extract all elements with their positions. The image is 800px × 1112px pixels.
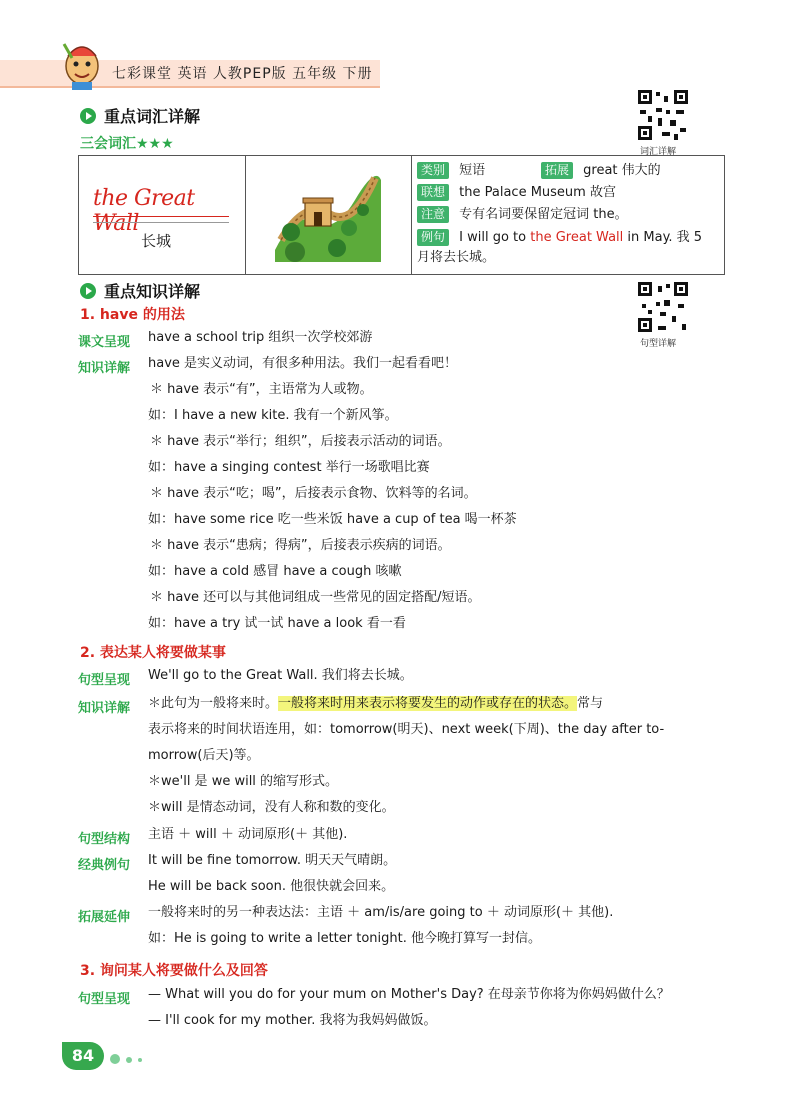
p1-line: ＊ have 还可以与其他词组成一些常见的固定搭配/短语。	[150, 590, 481, 605]
qr-caption-vocab: 词汇详解	[640, 147, 677, 157]
page-number: 84	[62, 1042, 104, 1070]
p2-structure-line: 主语 ＋ will ＋ 动词原形(＋ 其他).	[148, 827, 348, 842]
vocab-image-cell	[245, 156, 412, 274]
p1-line: 如：have a try 试一试 have a look 看一看	[148, 616, 406, 631]
label-structure: 句型结构	[78, 832, 131, 847]
section-heading-knowledge: 重点知识详解	[80, 279, 200, 302]
p1-line: 如：have some rice 吃一些米饭 have a cup of tea 喝一杯茶	[148, 512, 517, 527]
point2-title: 2. 表达某人将要做某事	[80, 645, 226, 661]
assoc-value: the Palace Museum 故宫	[459, 185, 616, 200]
mascot-icon	[58, 36, 106, 92]
p2-detail-line3: morrow(后天)等。	[148, 748, 260, 763]
word-underline-2	[93, 222, 229, 223]
label-extend: 拓展延伸	[78, 910, 131, 925]
point3-title: 3. 询问某人将要做什么及回答	[80, 963, 268, 979]
example-highlight: the Great Wall	[530, 230, 624, 245]
vocab-word-cell	[79, 156, 246, 274]
p2-detail-highlight: 一般将来时用来表示将要发生的动作或存在的状态。	[278, 696, 578, 711]
p2-detail-pre: ＊此句为一般将来时。	[148, 696, 279, 711]
play-bullet-icon	[80, 283, 96, 299]
p1-detail-block	[148, 351, 517, 637]
vocab-row-assoc	[417, 184, 616, 201]
p1-line: 如：have a cold 感冒 have a cough 咳嗽	[148, 564, 402, 579]
p1-line: have 是实义动词，有很多种用法。我们一起看看吧！	[148, 356, 458, 371]
point1-title: 1. have 的用法	[80, 307, 185, 323]
qr-code-icon	[636, 88, 690, 142]
p1-line: ＊ have 表示“吃；喝”，后接表示食物、饮料等的名词。	[150, 486, 477, 501]
label-examples: 经典例句	[78, 858, 131, 873]
qr-caption-sentence: 句型详解	[640, 339, 677, 349]
tag-category: 类别	[417, 162, 449, 179]
tag-assoc: 联想	[417, 184, 449, 201]
p3-line2: — I'll cook for my mother. 我将为我妈妈做饭。	[148, 1013, 437, 1028]
label-pattern-show: 句型呈现	[78, 673, 131, 688]
vocab-detail-cell	[411, 156, 724, 274]
p1-line: 如：have a singing contest 举行一场歌唱比赛	[148, 460, 430, 475]
p2-example1: It will be fine tomorrow. 明天天气晴朗。	[148, 853, 397, 868]
p1-line: ＊ have 表示“患病；得病”，后接表示疾病的词语。	[150, 538, 451, 553]
example-post: in May. 我 5	[623, 230, 703, 245]
label-knowledge-detail-2: 知识详解	[78, 701, 131, 716]
p2-example2: He will be back soon. 他很快就会回来。	[148, 879, 395, 894]
p2-extend2: 如：He is going to write a letter tonight. 他今晚打算写一封信。	[148, 931, 541, 946]
qr-code-sentence[interactable]	[636, 280, 690, 334]
qr-code-vocab[interactable]	[636, 88, 690, 142]
tag-extend: 拓展	[541, 162, 573, 179]
extend-value: great 伟大的	[583, 163, 661, 178]
p1-line: ＊ have 表示“有”，主语常为人或物。	[150, 382, 373, 397]
p1-line: ＊ have 表示“举行；组织”，后接表示活动的词语。	[150, 434, 451, 449]
p2-detail-post: 常与	[577, 696, 604, 711]
vocab-row-example	[417, 228, 719, 268]
vocab-word-en: the Great Wall	[93, 186, 195, 236]
category-value: 短语	[459, 163, 486, 178]
p1-text-line: have a school trip 组织一次学校郊游	[148, 330, 373, 345]
p2-detail-line1	[148, 691, 728, 717]
p1-line: 如：I have a new kite. 我有一个新风筝。	[148, 408, 398, 423]
p2-extend1: 一般将来时的另一种表达法：主语 ＋ am/is/are going to ＋ 动词原形(＋ 其他).	[148, 905, 614, 920]
tag-note: 注意	[417, 206, 449, 223]
play-bullet-icon	[80, 108, 96, 124]
header-rule	[0, 86, 380, 88]
vocab-row-category	[417, 162, 485, 179]
vocab-row-note	[417, 206, 628, 223]
label-text-show: 课文呈现	[78, 335, 131, 350]
decor-dot	[126, 1057, 132, 1063]
vocab-word-cn: 长城	[141, 232, 172, 250]
p3-line1: — What will you do for your mum on Mother's Day? 在母亲节你将为你妈妈做什么？	[148, 987, 670, 1002]
vocab-level-label: 三会词汇★★★	[80, 136, 174, 152]
section-heading-vocab: 重点词汇详解	[80, 104, 200, 127]
p2-detail-line4: ＊we'll 是 we will 的缩写形式。	[148, 774, 339, 789]
great-wall-illustration	[275, 170, 381, 262]
decor-dot	[110, 1054, 120, 1064]
example-pre: I will go to	[459, 230, 531, 245]
tag-example: 例句	[417, 229, 449, 246]
qr-code-icon	[636, 280, 690, 334]
header-title: 七彩课堂 英语 人教PEP版 五年级 下册	[112, 66, 373, 82]
vocab-row-extend	[541, 162, 661, 179]
p2-detail-line2: 表示将来的时间状语连用，如：tomorrow(明天)、next week(下周)、the day after to-	[148, 722, 665, 737]
note-value: 专有名词要保留定冠词 the。	[459, 207, 628, 222]
label-knowledge-detail: 知识详解	[78, 361, 131, 376]
label-pattern-show-3: 句型呈现	[78, 992, 131, 1007]
p2-pattern-line: We'll go to the Great Wall. 我们将去长城。	[148, 668, 413, 683]
p2-detail-line5: ＊will 是情态动词，没有人称和数的变化。	[148, 800, 395, 815]
example-line2: 月将去长城。	[417, 250, 496, 265]
decor-dot	[138, 1058, 142, 1062]
vocab-card	[78, 155, 725, 275]
p2-detail-block	[148, 691, 728, 717]
word-underline	[93, 216, 229, 217]
